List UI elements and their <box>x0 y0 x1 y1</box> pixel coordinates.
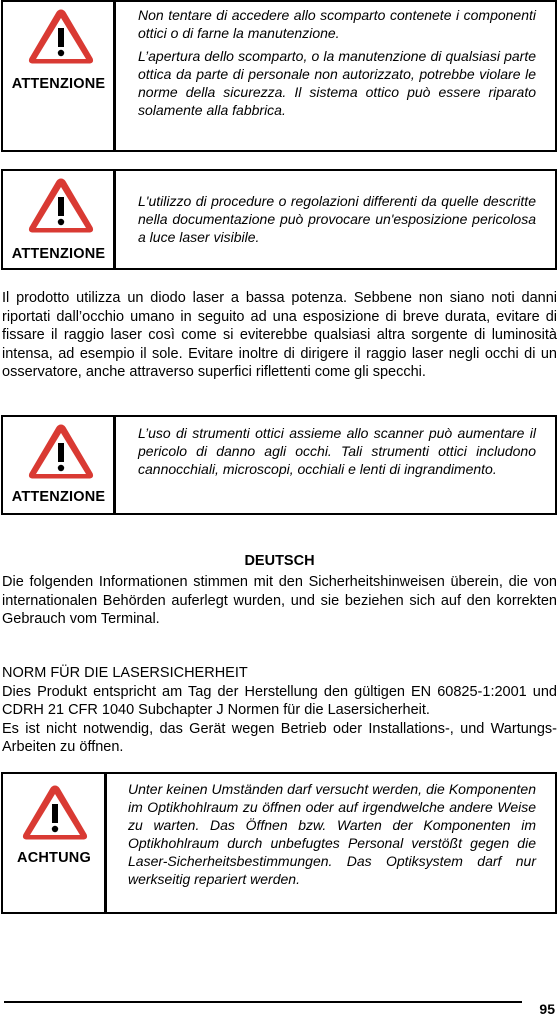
warning-exclamation-icon <box>26 6 96 67</box>
page-number: 95 <box>539 1001 555 1017</box>
warning-icon-cell <box>3 2 116 150</box>
warning-text <box>138 424 536 483</box>
norm-title: NORM FÜR DIE LASERSICHERHEIT <box>2 665 248 681</box>
warning-text <box>138 192 536 251</box>
warning-box-3 <box>1 415 557 515</box>
warning-text <box>138 6 536 124</box>
warning-paragraph: Non tentare di accedere allo scomparto contenete i componenti ottici o di farne la manutenzione. <box>138 7 536 41</box>
warning-paragraph: L’apertura dello scomparto, o la manutenzione di qualsiasi parte ottica da parte di personale non autorizzato, potrebbe violare le norme della sicurezza. Il sistema ottico può essere riparato solamente alla fabbrica. <box>138 48 536 118</box>
german-norm-section <box>2 664 557 757</box>
warning-paragraph: Unter keinen Umständen darf versucht werden, die Komponenten im Optikhohlraum zu öffnen oder auf irgendwelche andere Weise zu warten. Das Öffnen bzw. Warten der Komponenten im Optikhohlraum durch unbefugtes Personal verstößt gegen die Laser-Sicherheitsbestimmungen. Das Optiksystem darf nur werkseitig repariert werden. <box>128 781 536 887</box>
section-heading-deutsch: DEUTSCH <box>244 553 315 569</box>
warning-box-2 <box>1 169 557 270</box>
warning-box-1 <box>1 0 557 152</box>
german-intro-paragraph <box>2 573 557 629</box>
warning-paragraph: L'utilizzo di procedure o regolazioni differenti da quelle descritte nella documentazione può provocare un'esposizione pericolosa a luce laser visibile. <box>138 193 536 245</box>
body-text: Die folgenden Informationen stimmen mit den Sicherheitshinweisen überein, die von internationalen Behörden auferlegt wurden, und sie beziehen sich auf den korrekten Gebrauch vom Terminal. <box>2 574 557 627</box>
warning-exclamation-icon <box>20 782 90 843</box>
body-text: Es ist nicht notwendig, das Gerät wegen Betrieb oder Installations-, und Wartungs-Arbeiten zu öffnen. <box>2 720 557 755</box>
warning-label: ATTENZIONE <box>11 489 106 505</box>
warning-label: ACHTUNG <box>17 850 91 866</box>
warning-label: ATTENZIONE <box>11 76 106 92</box>
warning-exclamation-icon <box>26 421 96 482</box>
warning-icon-cell <box>3 171 116 268</box>
warning-paragraph: L’uso di strumenti ottici assieme allo scanner può aumentare il pericolo di danno agli occhi. Tali strumenti ottici includono cannocchiali, microscopi, occhiali e lenti di ingrandimento. <box>138 425 536 477</box>
warning-icon-cell <box>3 417 116 513</box>
body-text: Dies Produkt entspricht am Tag der Herstellung den gültigen EN 60825-1:2001 und CDRH 21 CFR 1040 Subchapter J Normen für die Lasersicherheit. <box>2 683 557 718</box>
warning-exclamation-icon <box>26 175 96 236</box>
body-text: Il prodotto utilizza un diodo laser a bassa potenza. Sebbene non siano noti danni riportati dall’occhio umano in seguito ad una esposizione di breve durata, evitare di fissare il raggio laser così come si eviterebbe qualsiasi altra sorgente di luminosità intensa, ad esempio il sole. Evitare inoltre di dirigere il raggio laser negli occhi di un osservatore, anche attraverso superfici riflettenti come gli specchi. <box>2 290 557 380</box>
italian-body-paragraph <box>2 289 557 382</box>
warning-text <box>128 780 536 893</box>
footer-rule <box>4 1001 522 1003</box>
warning-icon-cell <box>3 774 107 912</box>
warning-box-4 <box>1 772 557 914</box>
warning-label: ATTENZIONE <box>11 246 106 262</box>
